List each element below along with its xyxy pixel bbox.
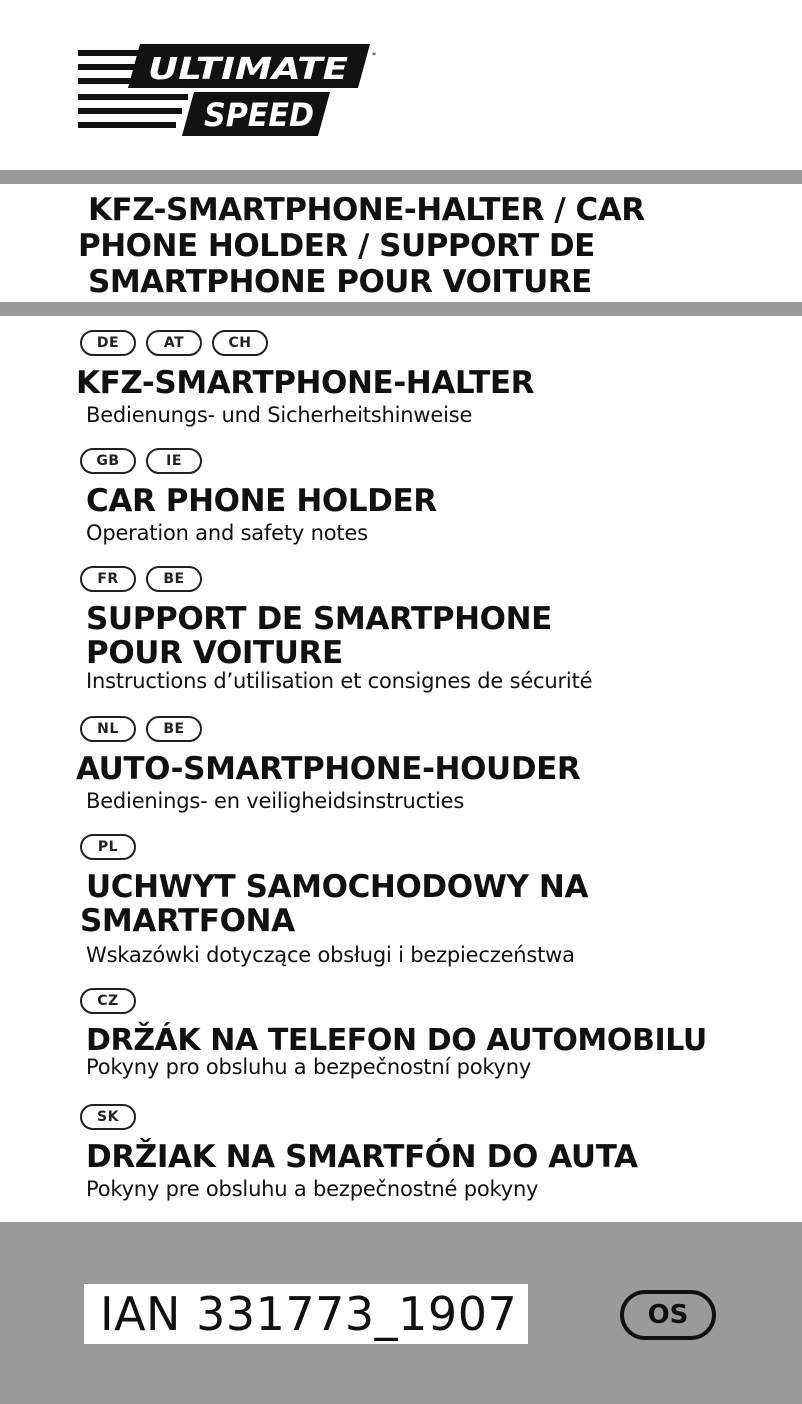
logo-line2: SPEED — [204, 96, 314, 134]
language-section-pl — [80, 834, 780, 968]
country-badges — [80, 1104, 780, 1134]
country-badge-de: DE — [80, 330, 136, 356]
section-subtitle: Bedienings- en veiligheidsinstructies — [86, 789, 465, 813]
section-title-line: SMARTFONA — [80, 903, 295, 939]
country-badges — [80, 566, 780, 596]
language-section-de — [76, 330, 780, 428]
country-badges — [80, 330, 780, 360]
section-title-line: CAR PHONE HOLDER — [86, 483, 437, 519]
country-badge-be: BE — [146, 566, 202, 592]
section-title — [86, 1140, 780, 1174]
main-title-line: KFZ-SMARTPHONE-HALTER / CAR — [88, 192, 645, 228]
section-title-line: AUTO-SMARTPHONE-HOUDER — [76, 751, 581, 787]
section-title-line: SUPPORT DE SMARTPHONE — [86, 601, 552, 637]
country-badge-be: BE — [146, 716, 202, 742]
country-badge-at: AT — [146, 330, 202, 356]
os-badge: OS — [620, 1290, 716, 1340]
country-badge-pl: PL — [80, 834, 136, 860]
country-badges — [80, 448, 780, 478]
section-title — [86, 484, 780, 518]
country-badges — [80, 716, 780, 746]
brand-logo — [78, 44, 378, 144]
section-title-line: KFZ-SMARTPHONE-HALTER — [76, 365, 535, 401]
section-title-line: DRŽIAK NA SMARTFÓN DO AUTA — [86, 1139, 638, 1175]
logo-line1: ULTIMATE — [148, 52, 349, 87]
section-title — [76, 366, 780, 400]
section-title — [80, 870, 780, 938]
country-badge-nl: NL — [80, 716, 136, 742]
country-badge-ie: IE — [146, 448, 202, 474]
main-title-line: SMARTPHONE POUR VOITURE — [88, 264, 592, 300]
section-title-line: DRŽÁK NA TELEFON DO AUTOMOBILU — [86, 1023, 707, 1058]
section-title — [86, 602, 780, 670]
middle-divider-bar — [0, 302, 802, 316]
section-subtitle: Operation and safety notes — [86, 521, 368, 545]
section-title-line: POUR VOITURE — [86, 635, 343, 671]
section-title — [86, 1024, 780, 1058]
language-section-fr — [80, 566, 780, 694]
ian-number: IAN 331773_1907 — [84, 1284, 528, 1344]
country-badges — [80, 988, 780, 1018]
top-divider-bar — [0, 170, 802, 184]
country-badge-ch: CH — [212, 330, 268, 356]
country-badge-cz: CZ — [80, 988, 136, 1014]
section-subtitle: Pokyny pre obsluhu a bezpečnostné pokyny — [86, 1177, 539, 1201]
section-subtitle: Bedienungs- und Sicherheitshinweise — [86, 403, 473, 427]
main-title-line: PHONE HOLDER / SUPPORT DE — [78, 228, 595, 264]
language-section-gb — [80, 448, 780, 546]
country-badge-fr: FR — [80, 566, 136, 592]
section-subtitle: Pokyny pro obsluhu a bezpečnostní pokyny — [86, 1055, 532, 1079]
svg-text:*: * — [372, 51, 376, 60]
language-section-nl — [76, 716, 780, 814]
section-subtitle: Instructions d’utilisation et consignes de sécurité — [86, 669, 593, 693]
section-title — [76, 752, 780, 786]
language-section-sk — [80, 1104, 780, 1202]
country-badges — [80, 834, 780, 864]
section-subtitle: Wskazówki dotyczące obsługi i bezpieczeństwa — [86, 943, 575, 967]
language-section-cz — [80, 988, 780, 1080]
footer-band — [0, 1222, 802, 1404]
section-title-line: UCHWYT SAMOCHODOWY NA — [86, 869, 589, 905]
country-badge-sk: SK — [80, 1104, 136, 1130]
country-badge-gb: GB — [80, 448, 136, 474]
main-title — [78, 192, 778, 300]
